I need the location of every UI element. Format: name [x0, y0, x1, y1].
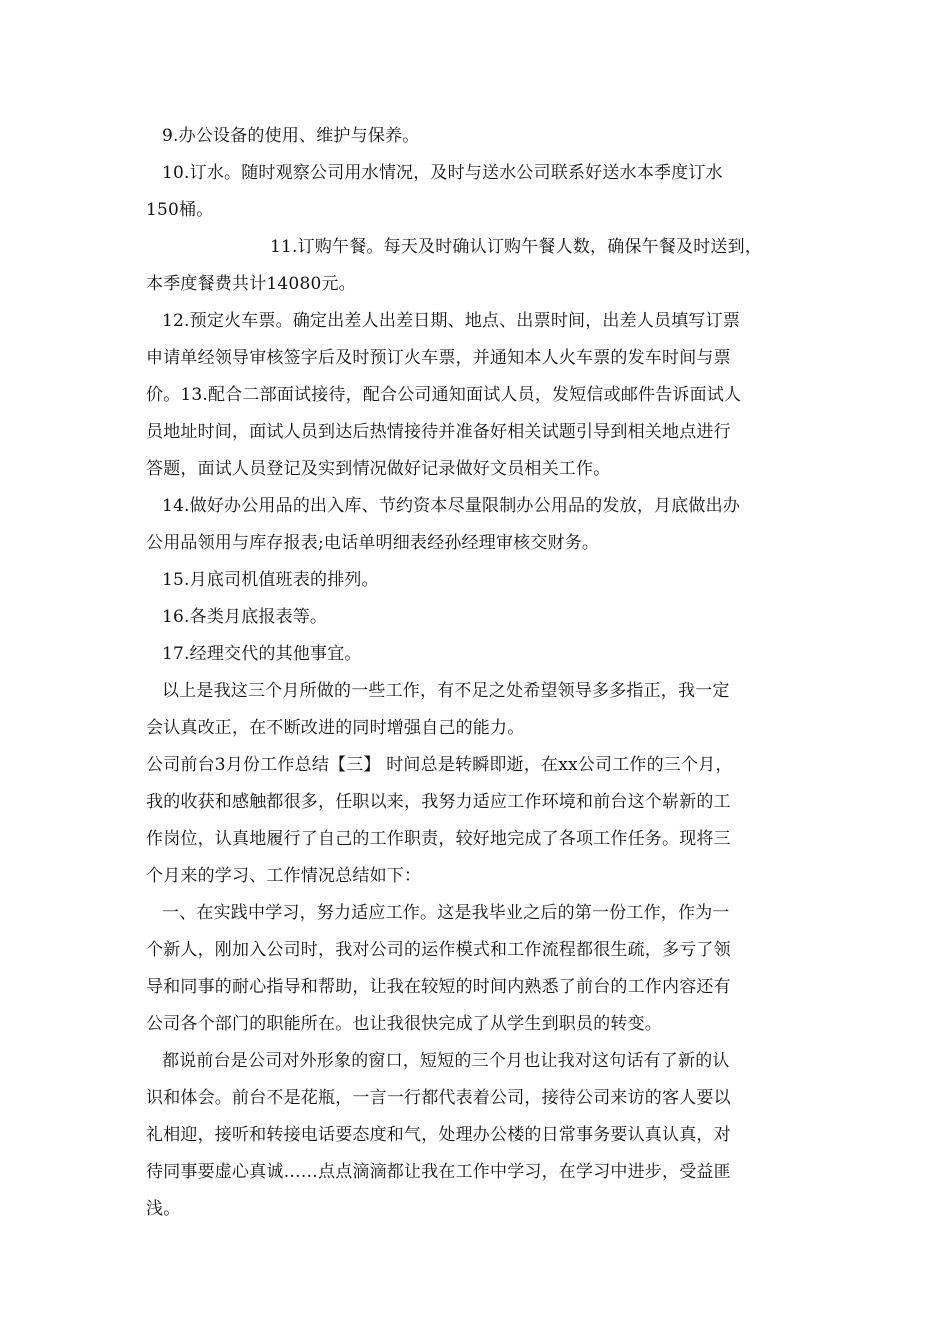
text-line: 以上是我这三个月所做的一些工作，有不足之处希望领导多多指正，我一定	[162, 681, 730, 701]
text-line: 答题，面试人员登记及实到情况做好记录做好文员相关工作。	[146, 459, 611, 479]
text-line: 9.办公设备的使用、维护与保养。	[162, 126, 420, 146]
text-line: 15.月底司机值班表的排列。	[162, 570, 379, 590]
text-line: 作岗位，认真地履行了自己的工作职责，较好地完成了各项工作任务。现将三	[146, 829, 731, 849]
text-line: 都说前台是公司对外形象的窗口，短短的三个月也让我对这句话有了新的认	[162, 1051, 730, 1071]
section-heading-line: 公司前台3月份工作总结【三】 时间总是转瞬即逝，在xx公司工作的三个月，	[146, 755, 733, 775]
text-line: 待同事要虚心真诚……点点滴滴都让我在工作中学习，在学习中进步，受益匪	[146, 1162, 731, 1182]
text-line: 我的收获和感触都很多，任职以来，我努力适应工作环境和前台这个崭新的工	[146, 792, 731, 812]
text-line: 价。13.配合二部面试接待，配合公司通知面试人员，发短信或邮件告诉面试人	[146, 385, 742, 405]
text-line: 浅。	[146, 1199, 181, 1219]
text-line: 12.预定火车票。确定出差人出差日期、地点、出票时间，出差人员填写订票	[162, 311, 741, 331]
text-line: 公司各个部门的职能所在。也让我很快完成了从学生到职员的转变。	[146, 1014, 662, 1034]
text-line: 识和体会。前台不是花瓶，一言一行都代表着公司，接待公司来访的客人要以	[146, 1088, 731, 1108]
text-line: 礼相迎，接听和转接电话要态度和气，处理办公楼的日常事务要认真认真，对	[146, 1125, 731, 1145]
text-line: 14.做好办公用品的出入库、节约资本尽量限制办公用品的发放，月底做出办	[162, 496, 741, 516]
text-line: 个月来的学习、工作情况总结如下：	[146, 866, 422, 886]
text-line: 17.经理交代的其他事宜。	[162, 644, 362, 664]
text-line: 导和同事的耐心指导和帮助，让我在较短的时间内熟悉了前台的工作内容还有	[146, 977, 731, 997]
text-line: 个新人，刚加入公司时，我对公司的运作模式和工作流程都很生疏，多亏了领	[146, 940, 731, 960]
text-line: 16.各类月底报表等。	[162, 607, 328, 627]
text-line: 150桶。	[146, 200, 214, 220]
text-line: 本季度餐费共计14080元。	[146, 274, 356, 294]
text-line: 10.订水。随时观察公司用水情况，及时与送水公司联系好送水本季度订水	[162, 163, 723, 183]
text-line: 会认真改正，在不断改进的同时增强自己的能力。	[146, 718, 525, 738]
text-line: 员地址时间，面试人员到达后热情接待并准备好相关试题引导到相关地点进行	[146, 422, 731, 442]
text-line: 11.订购午餐。每天及时确认订购午餐人数，确保午餐及时送到，	[270, 237, 763, 257]
text-line: 一、在实践中学习，努力适应工作。这是我毕业之后的第一份工作，作为一	[162, 903, 730, 923]
text-line: 公用品领用与库存报表;电话单明细表经孙经理审核交财务。	[146, 533, 600, 553]
text-line: 申请单经领导审核签字后及时预订火车票，并通知本人火车票的发车时间与票	[146, 348, 731, 368]
